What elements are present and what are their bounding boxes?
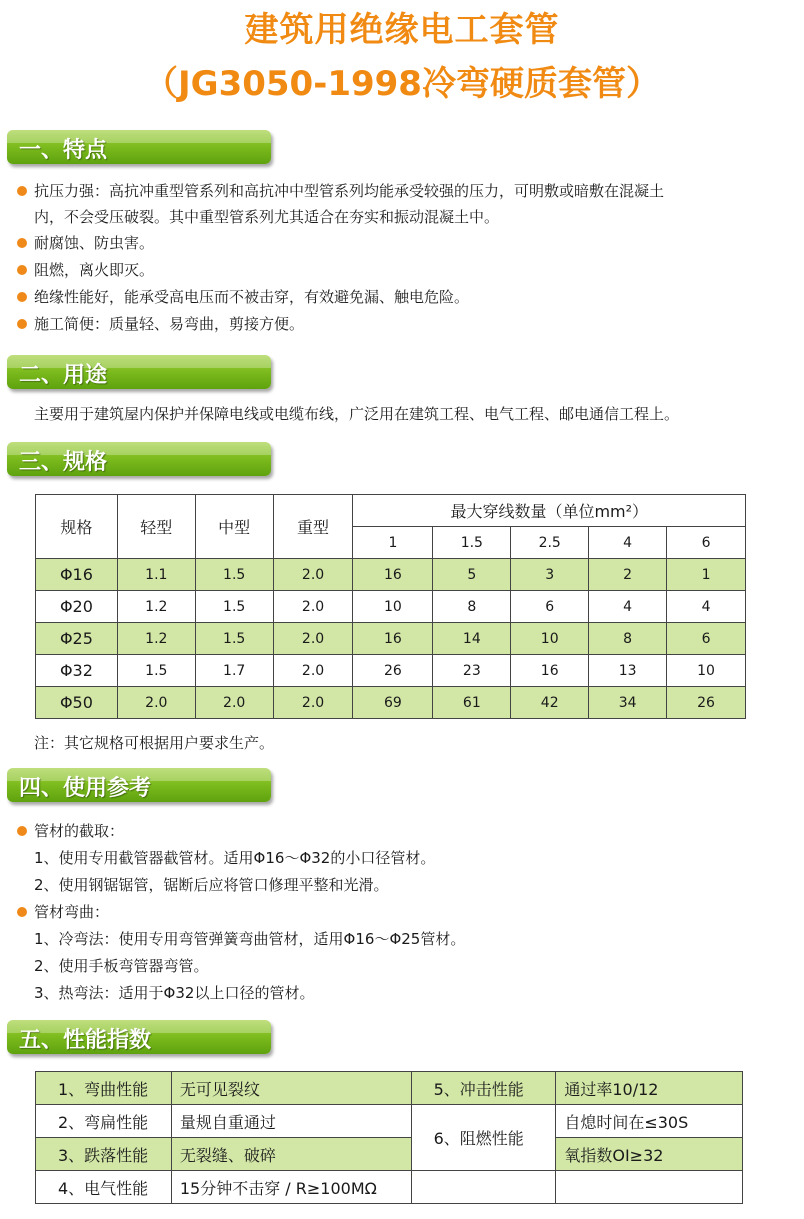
page-subtitle: （JG3050-1998冷弯硬质套管） [144, 64, 660, 104]
table-cell: 自熄时间在≤30S [556, 1105, 743, 1138]
section-header-spec [7, 442, 271, 476]
table-cell: 1.5 [117, 655, 195, 687]
table-cell: 无裂缝、破碎 [171, 1138, 411, 1171]
table-cell: Φ16 [36, 559, 118, 591]
table-cell: 2.0 [117, 687, 195, 719]
table-cell: 1.1 [117, 559, 195, 591]
feature-item: 阻燃，离火即灭。 [34, 261, 155, 279]
table-cell: 16 [353, 559, 433, 591]
table-cell: 1.5 [195, 559, 273, 591]
reference-item: 1、使用专用截管器截管材。适用Φ16～Φ32的小口径管材。 [34, 849, 436, 867]
header-max-wires: 最大穿线数量（单位mm²） [353, 495, 746, 527]
table-cell: 2.0 [273, 559, 353, 591]
bullet-icon [17, 265, 27, 275]
header-wire-size: 4 [589, 527, 667, 559]
table-cell: 26 [353, 655, 433, 687]
table-cell [556, 1171, 743, 1204]
feature-item-continuation: 内，不会受压破裂。其中重型管系列尤其适合在夯实和振动混凝土中。 [34, 208, 500, 226]
table-cell: 1、弯曲性能 [36, 1072, 172, 1105]
header-light: 轻型 [117, 495, 195, 559]
header-wire-size: 1.5 [433, 527, 511, 559]
table-cell: 23 [433, 655, 511, 687]
table-cell: 4 [667, 591, 746, 623]
table-cell: 无可见裂纹 [171, 1072, 411, 1105]
bullet-icon [17, 238, 27, 248]
feature-item: 抗压力强：高抗冲重型管系列和高抗冲中型管系列均能承受较强的压力，可明敷或暗敷在混凝土 [34, 182, 665, 200]
table-cell: 34 [589, 687, 667, 719]
reference-item: 2、使用手板弯管器弯管。 [34, 957, 209, 975]
section-header-usage [7, 355, 271, 389]
page-title: 建筑用绝缘电工套管 [244, 10, 560, 50]
table-cell: 5 [433, 559, 511, 591]
spec-note: 注：其它规格可根据用户要求生产。 [34, 734, 275, 752]
table-cell: 10 [667, 655, 746, 687]
table-row [36, 1105, 743, 1138]
table-cell: 42 [511, 687, 589, 719]
table-cell: 16 [511, 655, 589, 687]
table-cell: Φ50 [36, 687, 118, 719]
table-cell: 10 [511, 623, 589, 655]
table-cell: 1.5 [195, 591, 273, 623]
table-cell: 5、冲击性能 [411, 1072, 556, 1105]
bullet-icon [17, 319, 27, 329]
usage-text: 主要用于建筑屋内保护并保障电线或电缆布线，广泛用在建筑工程、电气工程、邮电通信工程上。 [34, 405, 680, 423]
table-cell: 10 [353, 591, 433, 623]
reference-item: 3、热弯法：适用于Φ32以上口径的管材。 [34, 984, 315, 1002]
table-cell: Φ25 [36, 623, 118, 655]
table-cell: 1.7 [195, 655, 273, 687]
header-wire-size: 6 [667, 527, 746, 559]
table-row [36, 1138, 743, 1171]
table-cell: 6 [667, 623, 746, 655]
table-row [36, 687, 746, 719]
table-cell: 2、弯扁性能 [36, 1105, 172, 1138]
table-cell: 3 [511, 559, 589, 591]
table-row [36, 559, 746, 591]
table-cell: 通过率10/12 [556, 1072, 743, 1105]
table-cell: 26 [667, 687, 746, 719]
table-cell: 61 [433, 687, 511, 719]
reference-group-title: 管材弯曲： [34, 903, 110, 921]
table-cell: 2.0 [195, 687, 273, 719]
table-cell: Φ32 [36, 655, 118, 687]
section-title: 一、特点 [19, 138, 108, 163]
section-title: 三、规格 [19, 450, 108, 475]
performance-table [35, 1071, 743, 1204]
table-cell: 6、阻燃性能 [411, 1105, 556, 1171]
table-cell: 2.0 [273, 687, 353, 719]
table-cell: 氧指数OI≥32 [556, 1138, 743, 1171]
table-row [36, 591, 746, 623]
feature-item: 施工简便：质量轻、易弯曲，剪接方便。 [34, 315, 305, 333]
feature-item: 耐腐蚀、防虫害。 [34, 234, 155, 252]
header-wire-size: 1 [353, 527, 433, 559]
table-cell: 2.0 [273, 655, 353, 687]
bullet-icon [17, 907, 27, 917]
section-header-reference [7, 768, 271, 802]
table-cell: 1.2 [117, 591, 195, 623]
table-cell: 69 [353, 687, 433, 719]
table-cell: 2.0 [273, 591, 353, 623]
feature-item: 绝缘性能好，能承受高电压而不被击穿，有效避免漏、触电危险。 [34, 288, 470, 306]
table-cell: 1 [667, 559, 746, 591]
table-cell: 16 [353, 623, 433, 655]
bullet-icon [17, 826, 27, 836]
header-heavy: 重型 [273, 495, 353, 559]
reference-item: 2、使用钢锯锯管，锯断后应将管口修理平整和光滑。 [34, 876, 389, 894]
table-cell: 1.2 [117, 623, 195, 655]
table-cell: 8 [433, 591, 511, 623]
section-header-performance [7, 1020, 271, 1054]
section-title: 二、用途 [19, 363, 108, 388]
table-cell: 1.5 [195, 623, 273, 655]
reference-item: 1、冷弯法：使用专用弯管弹簧弯曲管材，适用Φ16～Φ25管材。 [34, 930, 466, 948]
header-medium: 中型 [195, 495, 273, 559]
table-cell: 3、跌落性能 [36, 1138, 172, 1171]
section-title: 四、使用参考 [19, 776, 152, 801]
header-spec: 规格 [36, 495, 118, 559]
table-row [36, 623, 746, 655]
table-cell: 4、电气性能 [36, 1171, 172, 1204]
bullet-icon [17, 292, 27, 302]
table-cell: 6 [511, 591, 589, 623]
table-cell [411, 1171, 556, 1204]
table-cell: 13 [589, 655, 667, 687]
bullet-icon [17, 186, 27, 196]
table-row [36, 655, 746, 687]
reference-group-title: 管材的截取： [34, 822, 125, 840]
section-header-features [7, 130, 271, 164]
table-cell: Φ20 [36, 591, 118, 623]
table-cell: 15分钟不击穿 / R≥100MΩ [171, 1171, 411, 1204]
table-row [36, 1171, 743, 1204]
spec-table [35, 494, 746, 719]
table-cell: 量规自重通过 [171, 1105, 411, 1138]
table-cell: 4 [589, 591, 667, 623]
table-cell: 14 [433, 623, 511, 655]
header-wire-size: 2.5 [511, 527, 589, 559]
table-row [36, 1072, 743, 1105]
table-cell: 2 [589, 559, 667, 591]
table-cell: 2.0 [273, 623, 353, 655]
table-cell: 8 [589, 623, 667, 655]
section-title: 五、性能指数 [19, 1028, 152, 1053]
